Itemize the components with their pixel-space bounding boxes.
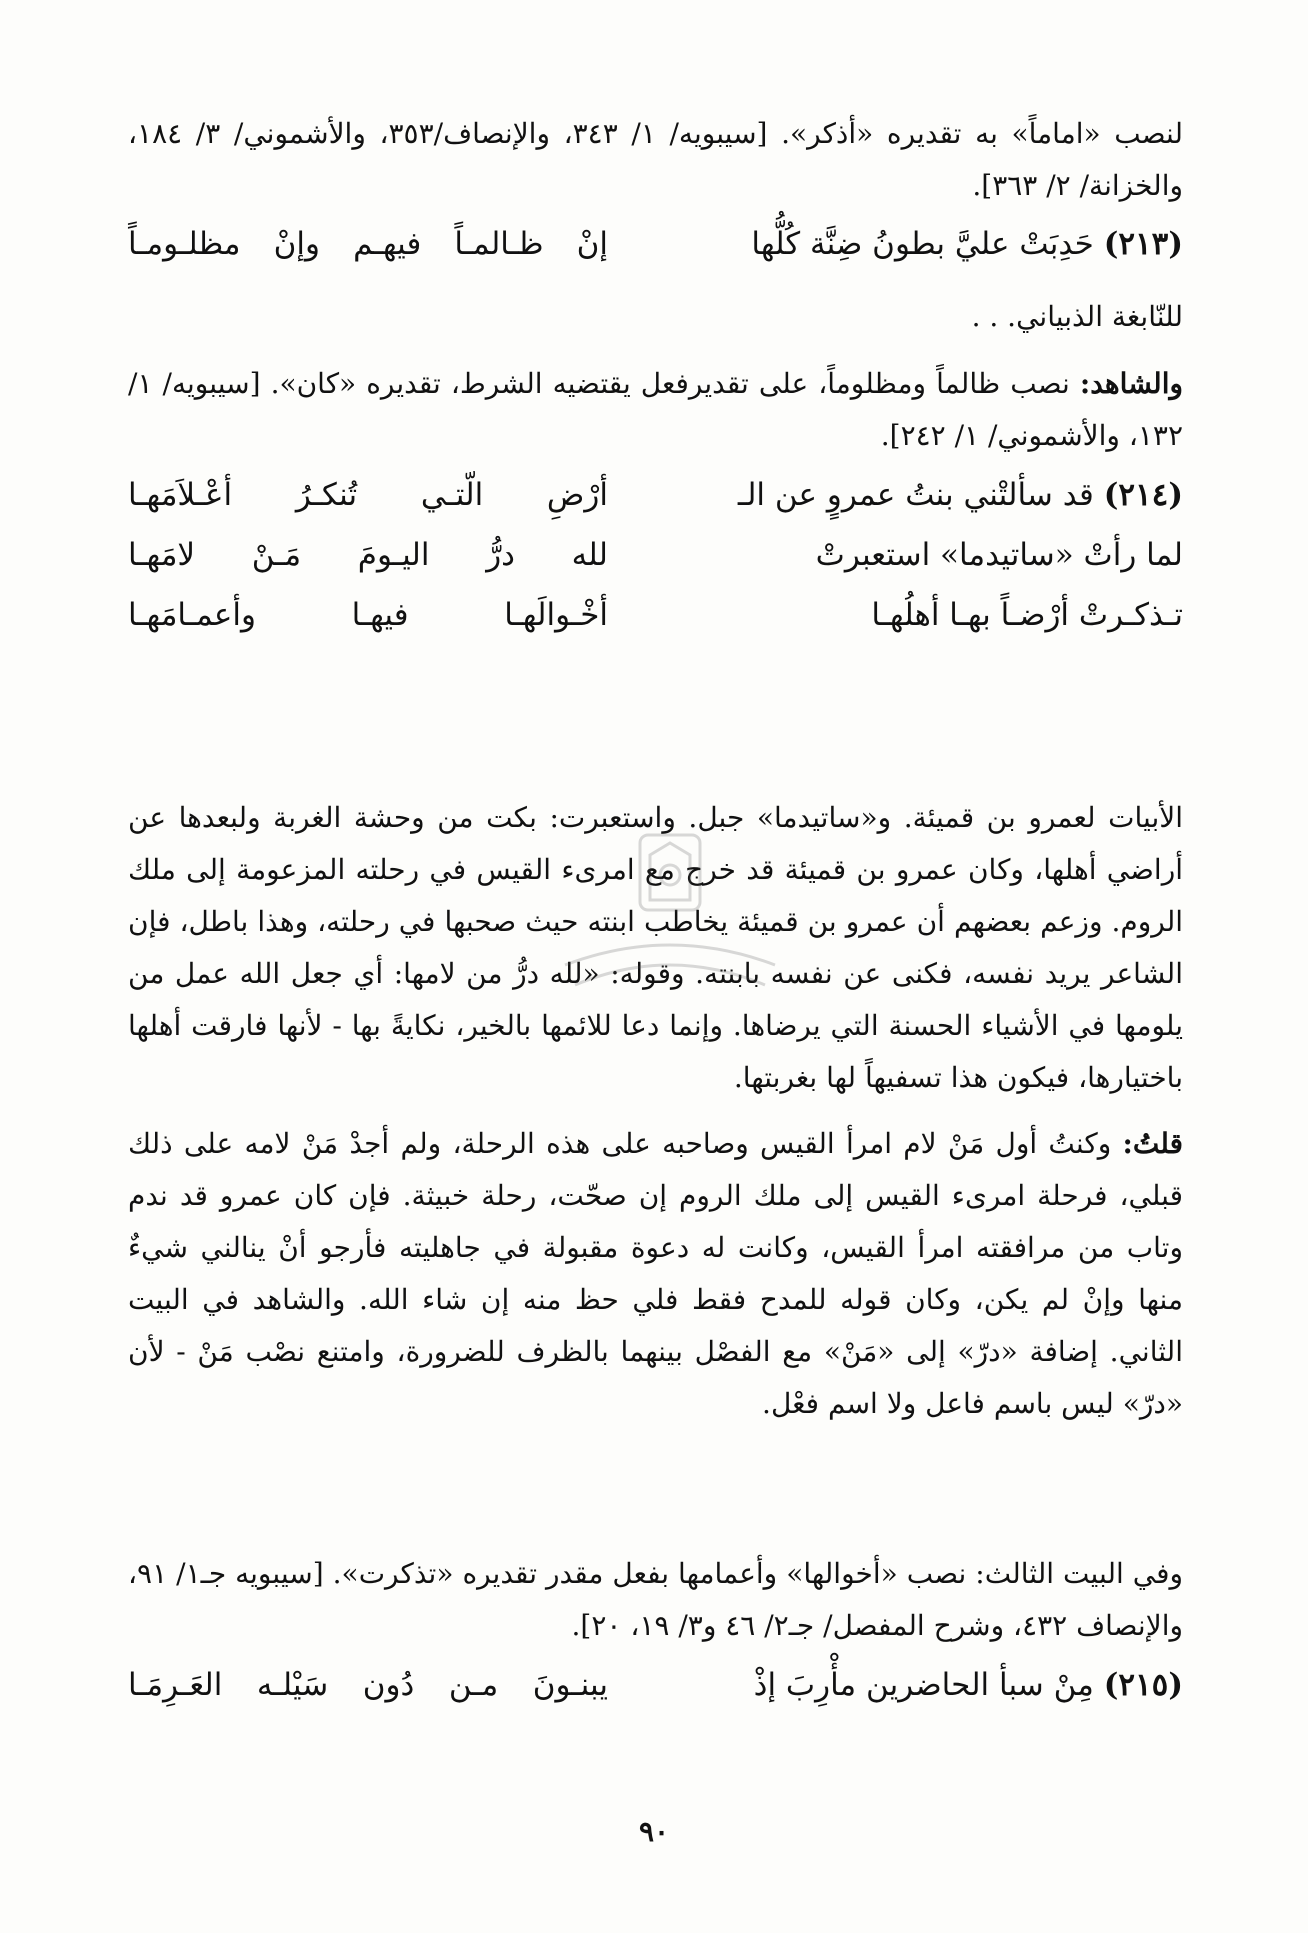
verse-number: (٢١٤) xyxy=(1103,477,1183,513)
paragraph-text: وفي البيت الثالث: نصب «أخوالها» وأعمامها بفعل مقدر تقديره «تذكرت». [سيبويه جـ١/ ٩١، والإنصاف ٤٣٢، وشرح المفصل/ جـ٢/ ٤٦ و٣/ ١٩، ٢٠]. xyxy=(128,1557,1183,1642)
paragraph-lead-word: والشاهد: xyxy=(1079,367,1183,400)
verse-second-hemistich: يبنـونَ مـن دُون سَيْلـه العَـرِمَـا xyxy=(128,1667,608,1703)
verse-second-hemistich: أرْضِ الّتـي تُنكـرُ أعْـلاَمَهـا xyxy=(128,477,608,513)
verse-line xyxy=(128,465,1183,525)
verse-line xyxy=(128,585,1183,645)
hemistich-text: قد سألتْني بنتُ عمروٍ عن الـ xyxy=(737,477,1094,513)
verse-number: (٢١٥) xyxy=(1103,1667,1183,1703)
verse-214 xyxy=(128,465,1183,645)
paragraph-text: نصب ظالماً ومظلوماً، على تقديرفعل يقتضيه الشرط، تقديره «كان». [سيبويه/ ١/ ١٣٢، والأشموني/ ١/ ٢٤٢]. xyxy=(128,367,1183,452)
verse-215 xyxy=(128,1655,1183,1715)
verse-line xyxy=(128,214,1183,274)
verse-line xyxy=(128,525,1183,585)
verse-number: (٢١٣) xyxy=(1103,226,1183,262)
paragraph-lead-word: قلتُ: xyxy=(1122,1127,1183,1160)
verse-first-hemistich xyxy=(623,465,1183,525)
library-stamp-watermark xyxy=(545,815,795,1045)
author-comment-paragraph xyxy=(128,1118,1183,1430)
hemistich-text: حَدِبَتْ عليَّ بطونُ ضِنَّة كُلُّها xyxy=(751,226,1094,262)
source-reference-paragraph xyxy=(128,108,1183,212)
verse-first-hemistich: تـذكـرتْ أرْضـاً بهـا أهلُهـا xyxy=(871,597,1183,633)
hemistich-text: مِنْ سبأ الحاضرين مأْرِبَ إذْ xyxy=(753,1667,1094,1703)
poet-attribution: للنّابغة الذبياني. . . xyxy=(971,300,1183,333)
third-verse-note-paragraph xyxy=(128,1548,1183,1652)
evidence-paragraph xyxy=(128,358,1183,462)
paragraph-text: الأبيات لعمرو بن قميئة. و«ساتيدما» جبل. واستعبرت: بكت من وحشة الغربة ولبعدها عن أراضي أهلها، وكان عمرو بن قميئة قد خرج مع امرىء القيس في رحلته المزعومة إلى ملك الروم. وزعم بعضهم أن عمرو بن قميئة يخاطب ابنته حيث صحبها في رحلته، وهذا باطل، فإن الشاعر يريد نفسه، فكنى عن نفسه بابنته. وقوله: «لله درُّ من لامها: أي جعل الله عمل من يلومها في الأشياء الحسنة التي يرضاها. وإنما دعا للائمها بالخير، نكايةً بها - لأنها فارقت أهلها باختيارها، فيكون هذا تسفيهاً لها بغربتها. xyxy=(128,801,1184,1094)
paragraph-text: وكنتُ أول مَنْ لام امرأ القيس وصاحبه على هذه الرحلة، ولم أجدْ مَنْ لامه على ذلك قبلي، فرحلة امرىء القيس إلى ملك الروم إن صحّت، رحلة خبيثة. فإن كان عمرو قد ندم وتاب من مرافقته امرأ القيس، وكانت له دعوة مقبولة في جاهليته فأرجو أنْ ينالني شيءٌ منها وإنْ لم يكن، وكان قوله للمدح فقط فلي حظ منه إن شاء الله. والشاهد في البيت الثاني. إضافة «درّ» إلى «مَنْ» مع الفصْل بينهما بالظرف للضرورة، وامتنع نصْب مَنْ - لأن «درّ» ليس باسم فاعل ولا اسم فعْل. xyxy=(128,1127,1183,1420)
verse-line xyxy=(128,1655,1183,1715)
verse-second-hemistich: إنْ ظـالمـاً فيهـم وإنْ مظلـومـاً xyxy=(128,226,608,262)
page-number: ٩٠ xyxy=(638,1815,670,1848)
verse-first-hemistich xyxy=(623,1655,1183,1715)
paragraph-text: لنصب «اماماً» به تقديره «أذكر». [سيبويه/ ١/ ٣٤٣، والإنصاف/٣٥٣، والأشموني/ ٣/ ١٨٤، والخزانة/ ٢/ ٣٦٣]. xyxy=(128,117,1183,202)
verse-second-hemistich: أخْـوالَهـا فيهـا وأعمـامَهـا xyxy=(128,597,608,633)
verse-213 xyxy=(128,214,1183,274)
verse-second-hemistich: لله درُّ اليـومَ مَـنْ لامَهـا xyxy=(128,537,608,573)
verse-first-hemistich: لما رأتْ «ساتيدما» استعبرتْ xyxy=(815,537,1183,573)
verse-first-hemistich xyxy=(623,214,1183,274)
